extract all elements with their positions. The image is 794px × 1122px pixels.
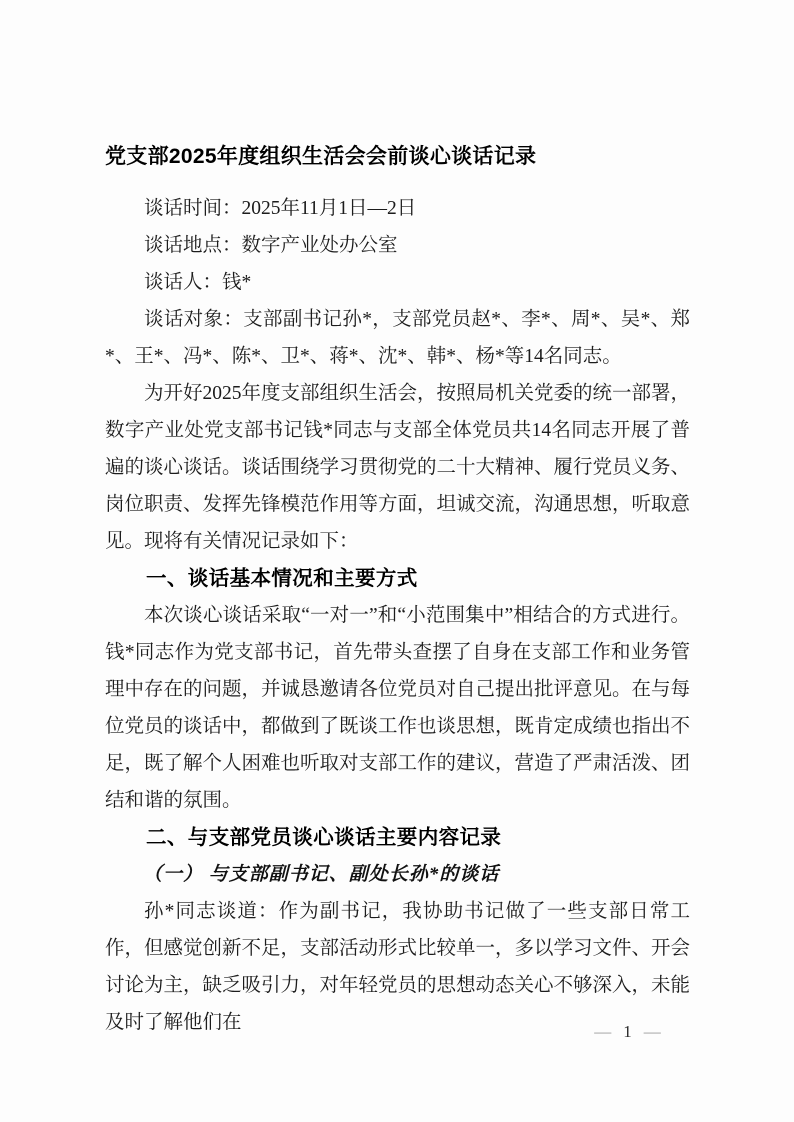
page-number-dash-left: — (594, 1022, 612, 1041)
subsection-1-paragraph: 孙*同志谈道：作为副书记，我协助书记做了一些支部日常工作，但感觉创新不足，支部活动形式比较单一，多以学习文件、开会讨论为主，缺乏吸引力，对年轻党员的思想动态关心不够深入，未能及时了解他们在 (105, 901, 691, 1033)
intro-paragraph: 为开好2025年度支部组织生活会，按照局机关党委的统一部署，数字产业处党支部书记钱*同志与支部全体党员共14名同志开展了普遍的谈心谈话。谈话围绕学习贯彻党的二十大精神、履行党员义务、岗位职责、发挥先锋模范作用等方面，坦诚交流，沟通思想，听取意见。现将有关情况记录如下： (105, 383, 691, 552)
meta-line-time: 谈话时间：2025年11月1日—2日 (144, 198, 417, 219)
meta-line-location: 谈话地点：数字产业处办公室 (144, 235, 398, 256)
subsection-1-heading: （一） 与支部副书记、副处长孙*的谈话 (143, 864, 500, 885)
document-content (105, 142, 690, 1041)
meta-line-interviewer: 谈话人：钱* (144, 272, 252, 293)
section-2-heading: 二、与支部党员谈心谈话主要内容记录 (146, 826, 502, 849)
meta-line-interviewees: 谈话对象：支部副书记孙*，支部党员赵*、李*、周*、吴*、郑*、王*、冯*、陈*、卫*、蒋*、沈*、韩*、杨*等14名同志。 (105, 309, 690, 367)
section-1-heading: 一、谈话基本情况和主要方式 (146, 567, 418, 590)
page-number-dash-right: — (643, 1022, 661, 1041)
page-number-value: 1 (623, 1022, 632, 1041)
document-title: 党支部2025年度组织生活会会前谈心谈话记录 (105, 145, 537, 168)
page-number (560, 1020, 695, 1044)
section-1-paragraph: 本次谈心谈话采取“一对一”和“小范围集中”相结合的方式进行。钱*同志作为党支部书记，首先带头查摆了自身在支部工作和业务管理中存在的问题，并诚恳邀请各位党员对自己提出批评意见。在与每位党员的谈话中，都做到了既谈工作也谈思想，既肯定成绩也指出不足，既了解个人困难也听取对支部工作的建议，营造了严肃活泼、团结和谐的氛围。 (105, 605, 691, 811)
